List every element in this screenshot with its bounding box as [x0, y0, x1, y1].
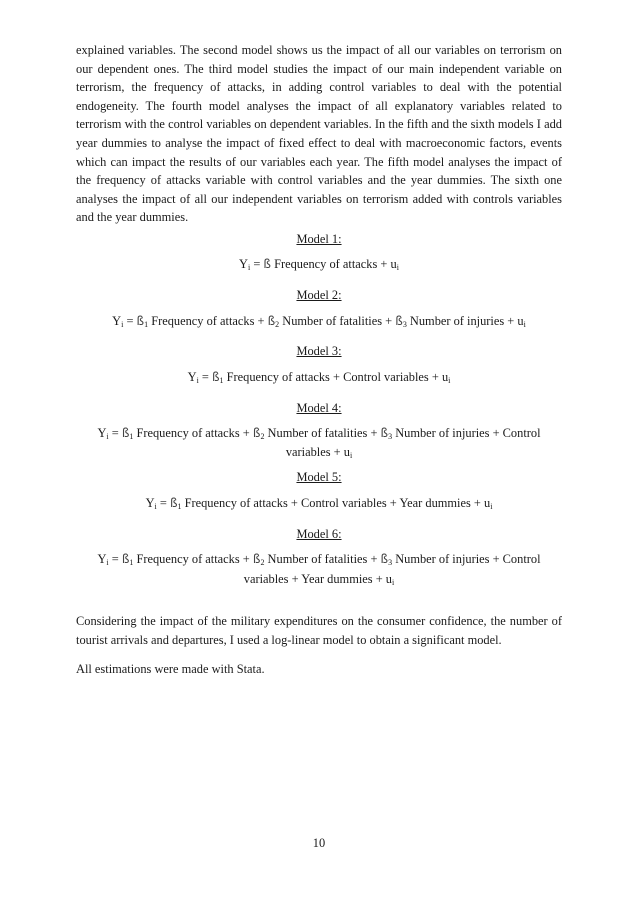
model-3-title: Model 3: [296, 344, 342, 358]
model-6-equation-line1: $Y_i$ = $ß_1$ Frequency of attacks + $ß_2$ Number of fatalities + $ß_3$ Number of injuries + Control [97, 552, 541, 567]
page-number: 10 [312, 836, 326, 850]
model-5-equation: $Y_i$ = $ß_1$ Frequency of attacks + Control variables + Year dummies + $u_i$ [145, 496, 493, 511]
model-1-equation: $Y_i$ = ß Frequency of attacks + $u_i$ [239, 257, 399, 272]
model-4-title: Model 4: [296, 401, 342, 415]
model-2-title: Model 2: [296, 288, 342, 302]
model-1-title: Model 1: [296, 232, 342, 246]
model-6-title: Model 6: [296, 527, 342, 541]
model-6-equation-line2: variables + Year dummies + $u_i$ [243, 572, 395, 587]
model-3-equation: $Y_i$ = $ß_1$ Frequency of attacks + Control variables + $u_i$ [187, 370, 451, 385]
stata-note: All estimations were made with Stata. [76, 662, 265, 676]
model-4-equation-line1: $Y_i$ = $ß_1$ Frequency of attacks + $ß_2$ Number of fatalities + $ß_3$ Number of injuries + Control [97, 426, 541, 441]
model-5-title: Model 5: [296, 470, 342, 484]
model-4-equation-line2: variables + $u_i$ [285, 445, 353, 460]
conclusion-paragraph: Considering the impact of the military expenditures on the consumer confidence, the number of tourist arrivals and departures, I used a log-linear model to obtain a significant model. [76, 614, 562, 647]
intro-paragraph: explained variables. The second model shows us the impact of all our variables on terrorism on our dependent ones. The third model studies the impact of our main independent variable on terrorism, the frequency of attacks, in adding control variables to deal with the potential endogeneity. The fourth model analyses the impact of all explanatory variables related to terrorism with the control variables on dependent variables. In the fifth and the sixth models I add year dummies to analyse the impact of fixed effect to deal with macroeconomic factors, events which can impact the results of our variables each year. The fifth model analyses the impact of the frequency of attacks variable with control variables and the year dummies. The sixth one analyses the impact of all our independent variables on terrorism added with controls variables and the year dummies. [76, 43, 562, 225]
model-2-equation: $Y_i$ = $ß_1$ Frequency of attacks + $ß_2$ Number of fatalities + $ß_3$ Number of injuries + $u_i$ [112, 314, 526, 329]
